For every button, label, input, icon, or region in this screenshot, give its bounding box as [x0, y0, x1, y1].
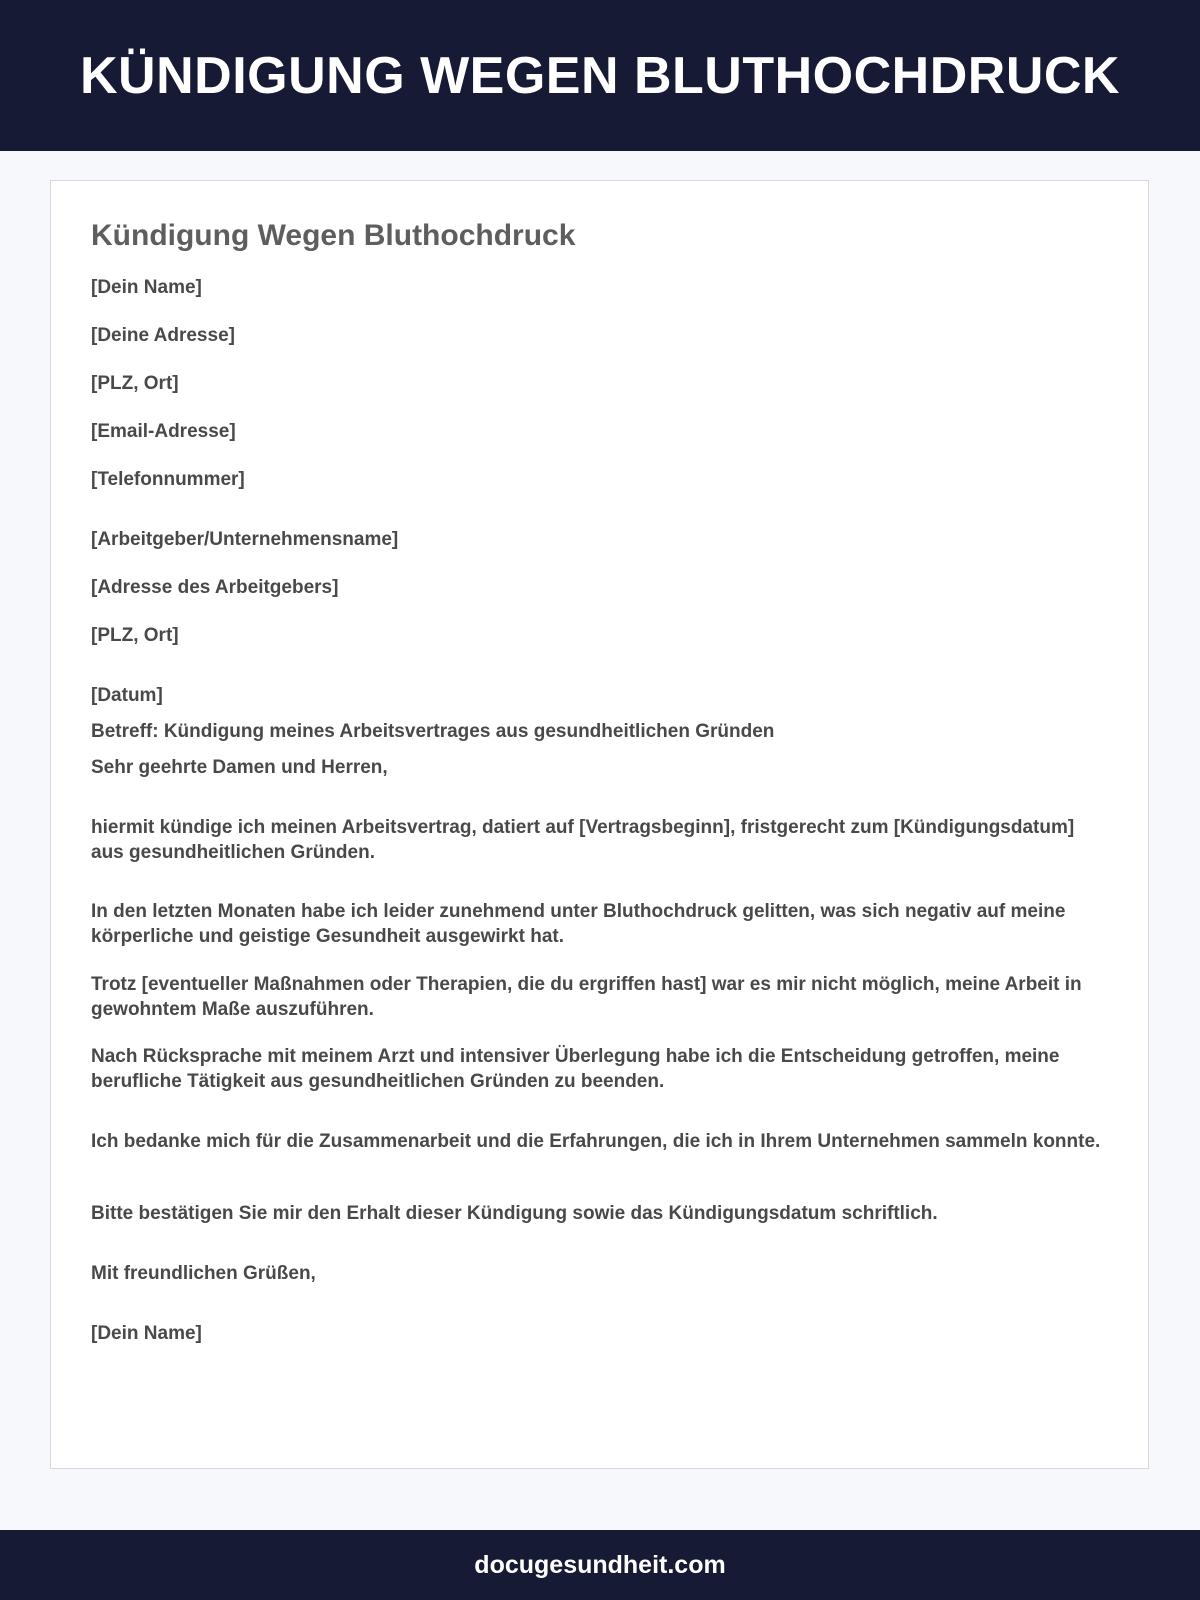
- recipient-address: [Adresse des Arbeitgebers]: [91, 577, 339, 598]
- footer-site-link[interactable]: docugesundheit.com: [474, 1550, 726, 1579]
- sender-email: [Email-Adresse]: [91, 421, 236, 442]
- signature-name: [Dein Name]: [91, 1323, 202, 1344]
- letter-date: [Datum]: [91, 685, 163, 706]
- letter-card: [50, 180, 1149, 1469]
- body-paragraph: Trotz [eventueller Maßnahmen oder Therapien, die du ergriffen hast] war es mir nicht möglich, meine Arbeit in gewohntem Maße auszuführen.: [91, 974, 1082, 1020]
- sender-address: [Deine Adresse]: [91, 325, 235, 346]
- letter-closing: Mit freundlichen Grüßen,: [91, 1263, 316, 1284]
- body-paragraph: Bitte bestätigen Sie mir den Erhalt dieser Kündigung sowie das Kündigungsdatum schriftlich.: [91, 1203, 938, 1224]
- header-title: KÜNDIGUNG WEGEN BLUTHOCHDRUCK: [79, 46, 1120, 105]
- body-paragraph: hiermit kündige ich meinen Arbeitsvertrag, datiert auf [Vertragsbeginn], fristgerecht zum [Kündigungsdatum] aus gesundheitlichen Gründen.: [91, 817, 1075, 863]
- page-footer: [0, 1530, 1200, 1600]
- recipient-company: [Arbeitgeber/Unternehmensname]: [91, 529, 399, 550]
- sender-city: [PLZ, Ort]: [91, 373, 179, 394]
- document-title: Kündigung Wegen Bluthochdruck: [91, 219, 576, 252]
- letter-subject: Betreff: Kündigung meines Arbeitsvertrages aus gesundheitlichen Gründen: [91, 721, 775, 742]
- recipient-city: [PLZ, Ort]: [91, 625, 179, 646]
- sender-name: [Dein Name]: [91, 277, 202, 298]
- page-header: [0, 0, 1200, 151]
- body-paragraph: Nach Rücksprache mit meinem Arzt und intensiver Überlegung habe ich die Entscheidung getroffen, meine berufliche Tätigkeit aus gesundheitlichen Gründen zu beenden.: [91, 1046, 1060, 1092]
- letter-salutation: Sehr geehrte Damen und Herren,: [91, 757, 388, 778]
- sender-phone: [Telefonnummer]: [91, 469, 245, 490]
- body-paragraph: In den letzten Monaten habe ich leider zunehmend unter Bluthochdruck gelitten, was sich negativ auf meine körperliche und geistige Gesundheit ausgewirkt hat.: [91, 901, 1066, 947]
- body-paragraph: Ich bedanke mich für die Zusammenarbeit und die Erfahrungen, die ich in Ihrem Unternehmen sammeln konnte.: [91, 1131, 1101, 1152]
